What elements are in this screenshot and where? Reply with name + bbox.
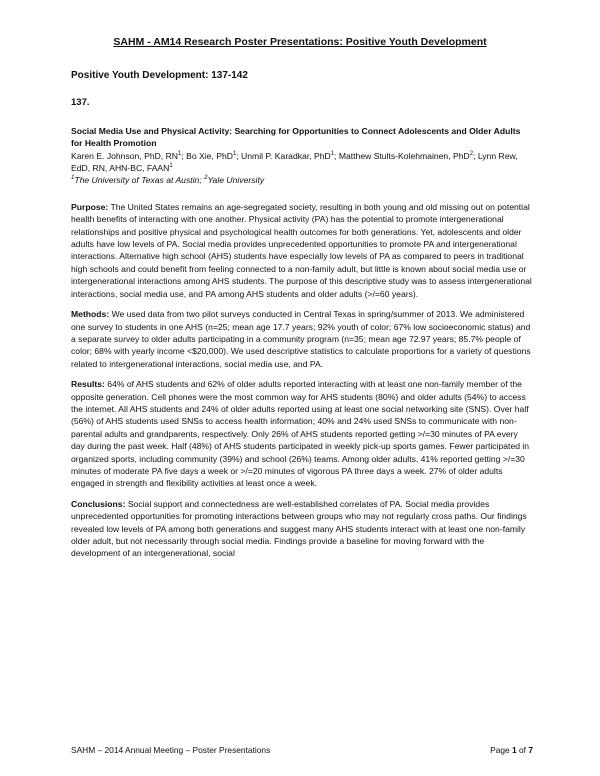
conclusions-paragraph — [71, 498, 533, 560]
purpose-paragraph — [71, 201, 533, 300]
author-name: ; Bo Xie, PhD — [181, 150, 233, 161]
conclusions-label: Conclusions: — [71, 498, 126, 509]
abstract-title: Social Media Use and Physical Activity: Searching for Opportunities to Connect Adolescents and Older Adults for Health Promotion — [71, 125, 521, 149]
methods-label: Methods: — [71, 309, 110, 320]
page-number-of: of — [516, 745, 529, 755]
results-text: 64% of AHS students and 62% of older adults reported interacting with at least one non-family member of the opposite generation. Cell phones were the most common way for AHS students (80%) and older adults (54%) to access the internet. All AHS students and 24% of older adults reported using at least one social networking site (SNS). Over half (56%) of AHS students used SNSs to access health information; 40% and 24% used SNSs to communicate with non-parental adults and grandparents, respectively. Only 26% of AHS students reported getting >/=30 minutes of PA every day during the past week. Half (48%) of AHS students participated in weekly pick-up sports games. Fewer participated in organized sports, including community (39%) and school (26%) teams. Among older adults, 41% reported getting >/=30 minutes of moderate PA five days a week or >/=20 minutes of vigorous PA three days a week. 27% of older adults engaged in strength and flexibility activities at least once a week. — [71, 379, 530, 489]
footer-meeting-label: SAHM – 2014 Annual Meeting – Poster Presentations — [71, 745, 271, 755]
current-page: 1 — [512, 745, 517, 755]
total-pages: 7 — [528, 745, 533, 755]
author-affiliation-mark: 1 — [178, 150, 182, 157]
author-affiliation-mark: 2 — [469, 150, 474, 157]
affiliation-name: Yale University — [207, 175, 265, 186]
affiliation-mark: 1 — [71, 175, 75, 182]
page-number — [490, 745, 533, 755]
section-title: Positive Youth Development: 137-142 — [71, 70, 248, 81]
page-content — [71, 70, 533, 568]
author-name: Karen E. Johnson, PhD, RN — [71, 150, 178, 161]
results-paragraph — [71, 378, 533, 490]
purpose-text: The United States remains an age-segregated society, resulting in both young and old missing out on potential health benefits of interacting with one another. Physical activity (PA) has the potential to promote intergenerational relationships and positive physical and psychological health outcomes for both generations. Yet, adolescents and older adults have low levels of PA. Social media provides unprecedented opportunities to promote PA and intergenerational interactions. Alternative high school (AHS) students have especially low levels of PA as compared to peers in traditional high schools and could benefit from feeling connected to a non-family adult, but little is known about social media use or intergenerational interactions among AHS students. The purpose of this descriptive study was to assess intergenerational interactions, social media use, and PA among AHS students and older adults (>/=60 years). — [71, 201, 532, 299]
author-name: ; Lynn Rew, EdD, RN, AHN-BC, FAAN — [71, 150, 518, 174]
affiliation-name: The University of Texas at Austin; — [74, 175, 205, 186]
affiliations — [71, 174, 533, 186]
conclusions-text: Social support and connectedness are well-established correlates of PA. Social media provides unprecedented opportunities for promoting interactions between groups who may not regularly cross paths. Our findings revealed low levels of PA among both generations and suggest many AHS students interact with at least one non-family older adult, but not necessarily through social media. Findings provide a baseline for moving forward with the development of an intergenerational, social — [71, 498, 527, 559]
page-header: SAHM - AM14 Research Poster Presentations: Positive Youth Development — [113, 36, 487, 48]
author-name: ; Matthew Stults-Kolehmainen, PhD — [334, 150, 470, 161]
purpose-label: Purpose: — [71, 201, 109, 212]
abstract-number: 137. — [71, 97, 90, 109]
methods-text: We used data from two pilot surveys conducted in Central Texas in spring/summer of 2013. We administered one survey to students in one AHS (n=25; mean age 17.7 years; 92% youth of color; 67% low socioeconomic status) and a separate survey to older adults participating in a community program (n=35; mean age 72.97 years; 85.7% people of color; 68% with yearly income <$20,000). We used descriptive statistics to calculate proportions for a variety of questions related to intergenerational interactions, social media use, and PA. — [71, 309, 531, 369]
author-affiliation-mark: 1 — [169, 163, 173, 170]
author-affiliation-mark: 1 — [232, 150, 237, 157]
results-label: Results: — [71, 379, 105, 390]
author-affiliation-mark: 1 — [330, 150, 335, 157]
author-list — [71, 150, 533, 175]
page-number-prefix: Page — [490, 745, 513, 755]
affiliation-mark: 2 — [204, 175, 208, 182]
methods-paragraph — [71, 308, 533, 370]
author-name: ; Unmil P. Karadkar, PhD — [236, 150, 331, 161]
